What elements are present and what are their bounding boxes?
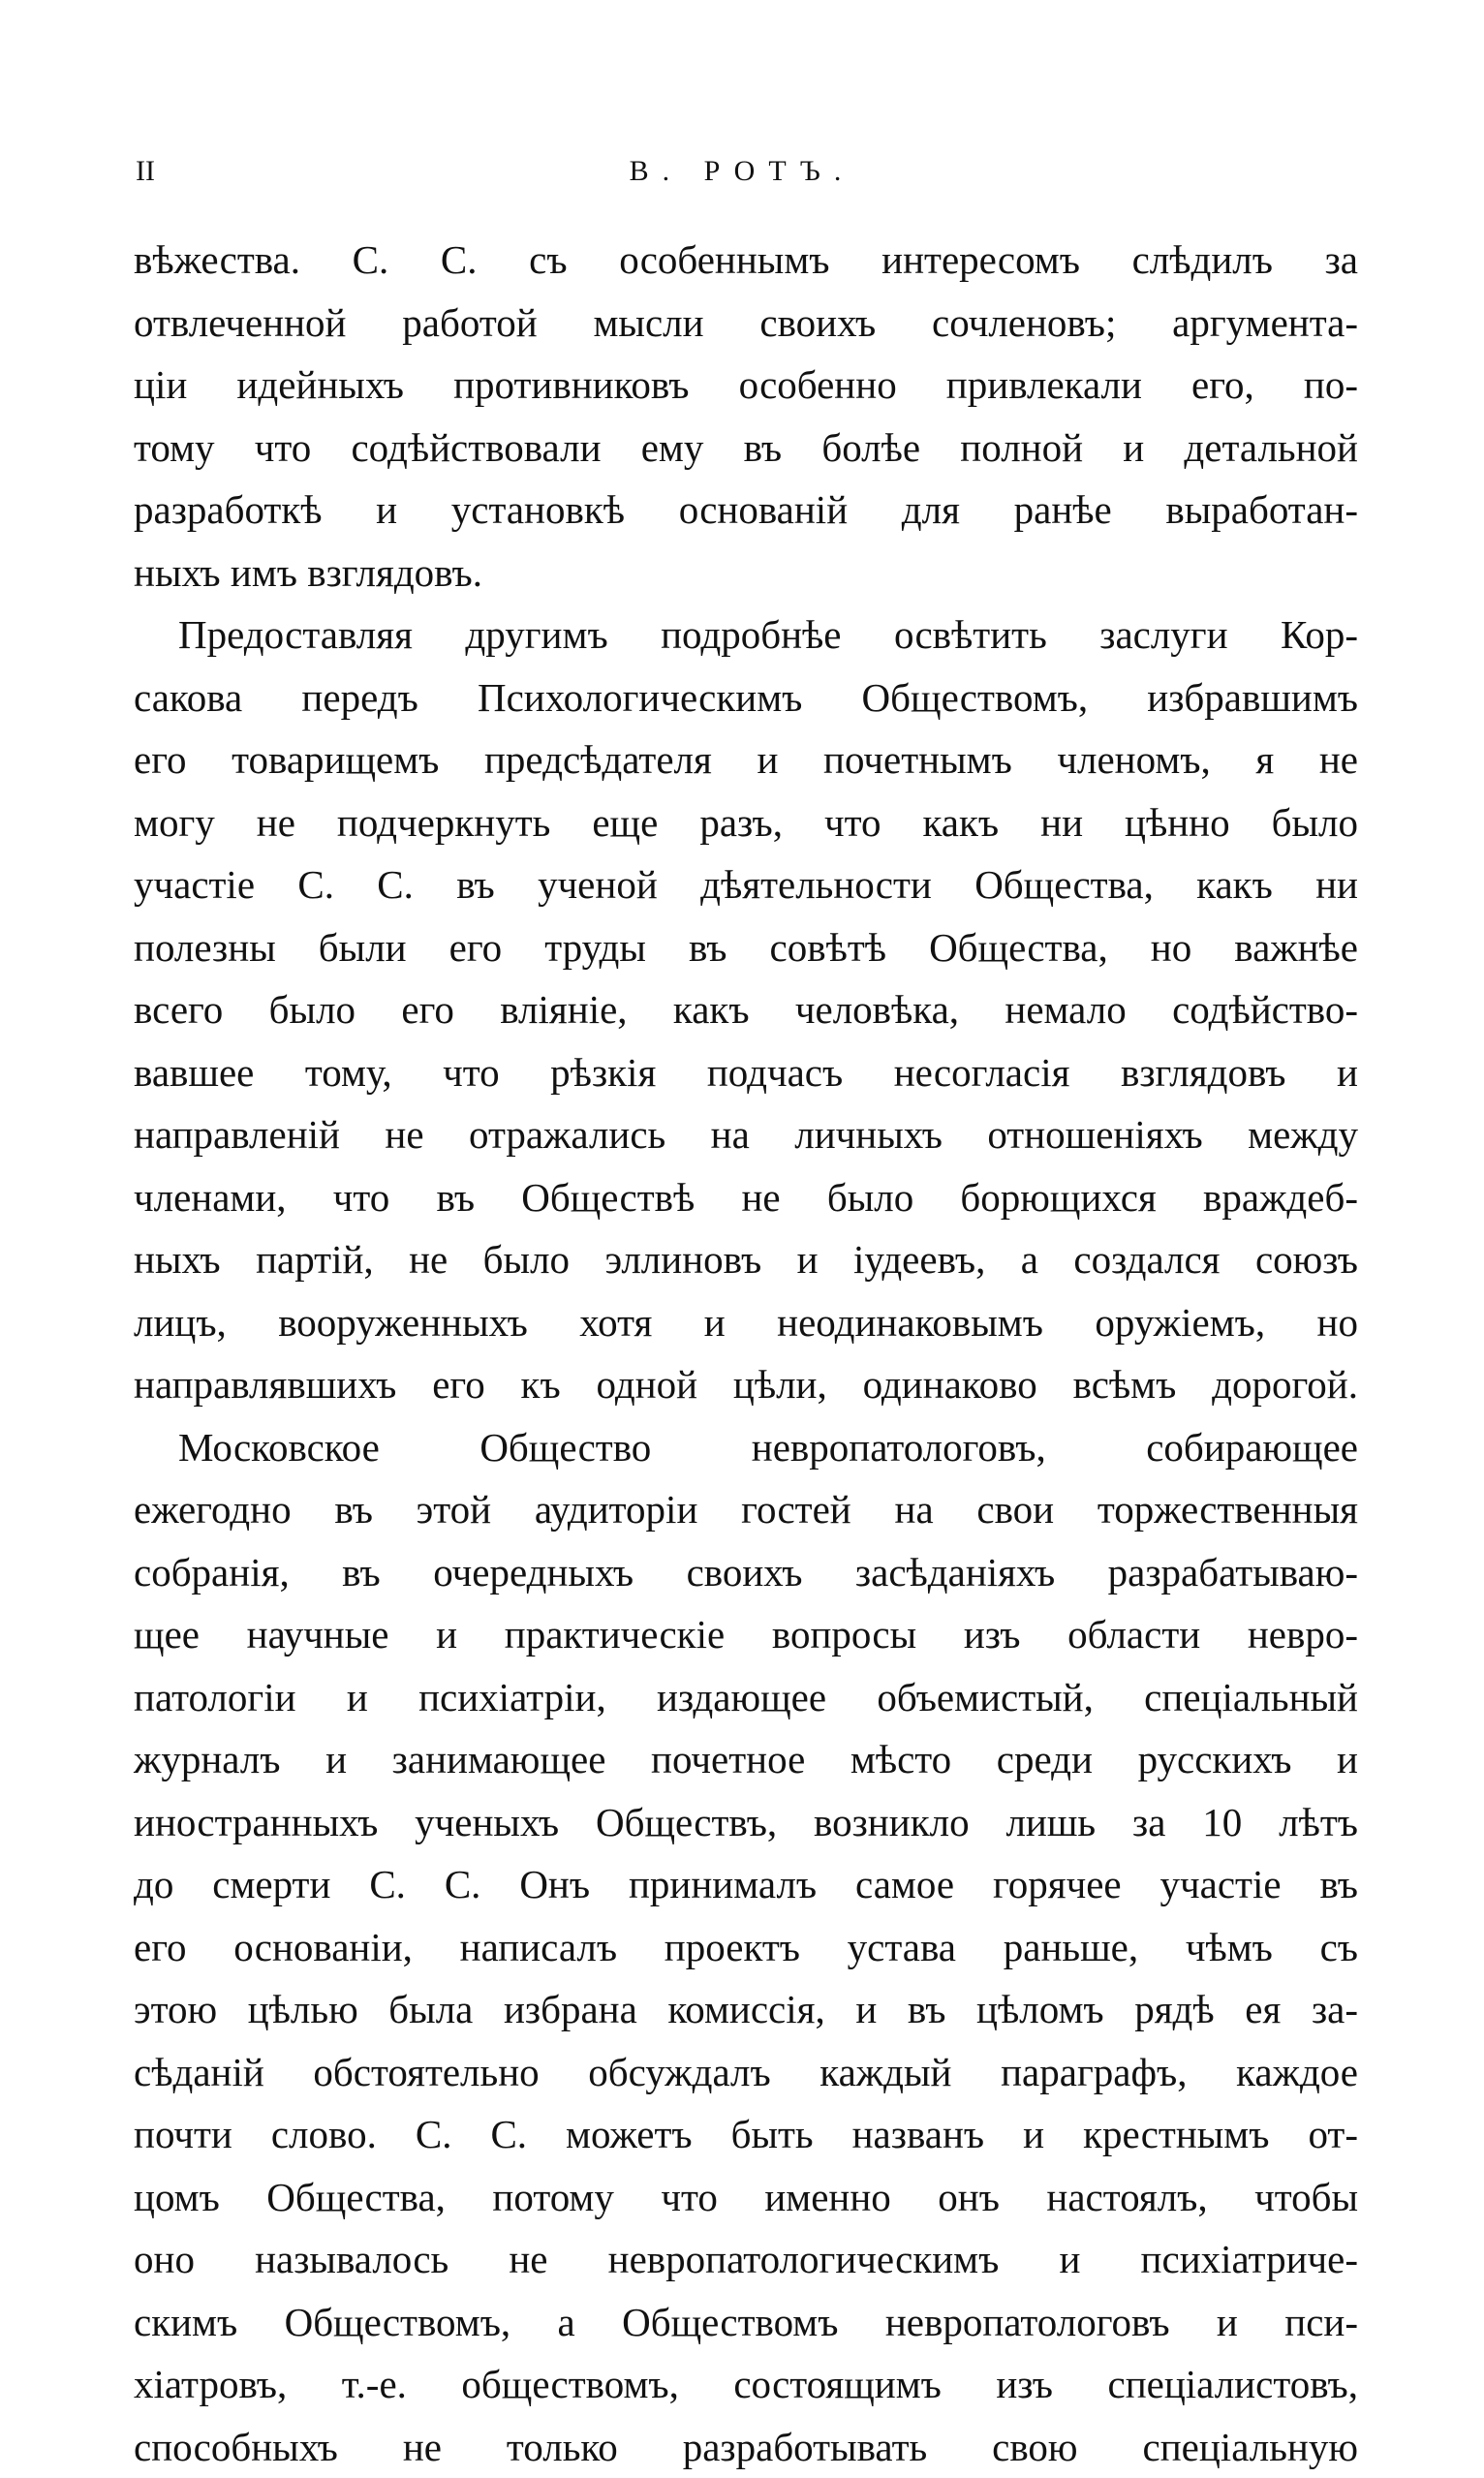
- text-line: членами, что въ Обществѣ не было борющихся враждеб-: [134, 1166, 1358, 1229]
- text-line: могу не подчеркнуть еще разъ, что какъ ни цѣнно было: [134, 791, 1358, 854]
- text-line: способныхъ не только разработывать свою спеціальную: [134, 2416, 1358, 2478]
- paragraph: [134, 604, 1358, 1416]
- text-line: полезны были его труды въ совѣтѣ Общества, но важнѣе: [134, 916, 1358, 979]
- text-line: собранія, въ очередныхъ своихъ засѣданіяхъ разрабатываю-: [134, 1541, 1358, 1604]
- text-line: участіе С. С. въ ученой дѣятельности Общества, какъ ни: [134, 853, 1358, 916]
- text-line: его товарищемъ предсѣдателя и почетнымъ членомъ, я не: [134, 728, 1358, 791]
- text-line: направлявшихъ его къ одной цѣли, одинаково всѣмъ дорогой.: [134, 1353, 1358, 1416]
- page-number: II: [136, 155, 155, 188]
- text-line: вѣжества. С. С. съ особеннымъ интересомъ слѣдилъ за: [134, 229, 1358, 292]
- text-line: журналъ и занимающее почетное мѣсто среди русскихъ и: [134, 1728, 1358, 1791]
- text-line: разработкѣ и установкѣ основаній для ранѣе выработан-: [134, 479, 1358, 542]
- text-line: ныхъ партій, не было эллиновъ и іудеевъ, а создался союзъ: [134, 1228, 1358, 1291]
- text-line: скимъ Обществомъ, а Обществомъ невропатологовъ и пси-: [134, 2291, 1358, 2354]
- text-line: отвлеченной работой мысли своихъ сочленовъ; аргумента-: [134, 292, 1358, 355]
- text-line: этою цѣлью была избрана комиссія, и въ цѣломъ рядѣ ея за-: [134, 1978, 1358, 2041]
- running-head: В. РОТЪ.: [0, 155, 1484, 188]
- text-line: ціи идейныхъ противниковъ особенно привлекали его, по-: [134, 354, 1358, 417]
- text-line: направленій не отражались на личныхъ отношеніяхъ между: [134, 1103, 1358, 1166]
- page-body: [134, 229, 1358, 2478]
- text-line: его основаніи, написалъ проектъ устава раньше, чѣмъ съ: [134, 1916, 1358, 1979]
- text-line: до смерти С. С. Онъ принималъ самое горячее участіе въ: [134, 1853, 1358, 1916]
- text-line: патологіи и психіатріи, издающее объемистый, спеціальный: [134, 1666, 1358, 1729]
- text-line: иностранныхъ ученыхъ Обществъ, возникло лишь за 10 лѣтъ: [134, 1791, 1358, 1854]
- paragraph: [134, 229, 1358, 604]
- text-line: Предоставляя другимъ подробнѣе освѣтить заслуги Кор-: [134, 604, 1358, 666]
- text-line: всего было его вліяніе, какъ человѣка, немало содѣйство-: [134, 978, 1358, 1041]
- text-line: сѣданій обстоятельно обсуждалъ каждый параграфъ, каждое: [134, 2041, 1358, 2104]
- text-line: почти слово. С. С. можетъ быть названъ и крестнымъ от-: [134, 2103, 1358, 2166]
- paragraph: [134, 1416, 1358, 2478]
- text-line: лицъ, вооруженныхъ хотя и неодинаковымъ оружіемъ, но: [134, 1291, 1358, 1354]
- text-line: тому что содѣйствовали ему въ болѣе полной и детальной: [134, 417, 1358, 480]
- text-line: щее научные и практическіе вопросы изъ области невро-: [134, 1603, 1358, 1666]
- text-line: ныхъ имъ взглядовъ.: [134, 542, 1358, 604]
- text-line: вавшее тому, что рѣзкія подчасъ несогласія взглядовъ и: [134, 1041, 1358, 1104]
- text-line: хіатровъ, т.-е. обществомъ, состоящимъ изъ спеціалистовъ,: [134, 2353, 1358, 2416]
- text-line: цомъ Общества, потому что именно онъ настоялъ, чтобы: [134, 2166, 1358, 2229]
- text-line: Московское Общество невропатологовъ, собирающее: [134, 1416, 1358, 1479]
- text-line: оно называлось не невропатологическимъ и психіатриче-: [134, 2228, 1358, 2291]
- text-line: сакова передъ Психологическимъ Обществомъ, избравшимъ: [134, 666, 1358, 729]
- text-line: ежегодно въ этой аудиторіи гостей на свои торжественныя: [134, 1478, 1358, 1541]
